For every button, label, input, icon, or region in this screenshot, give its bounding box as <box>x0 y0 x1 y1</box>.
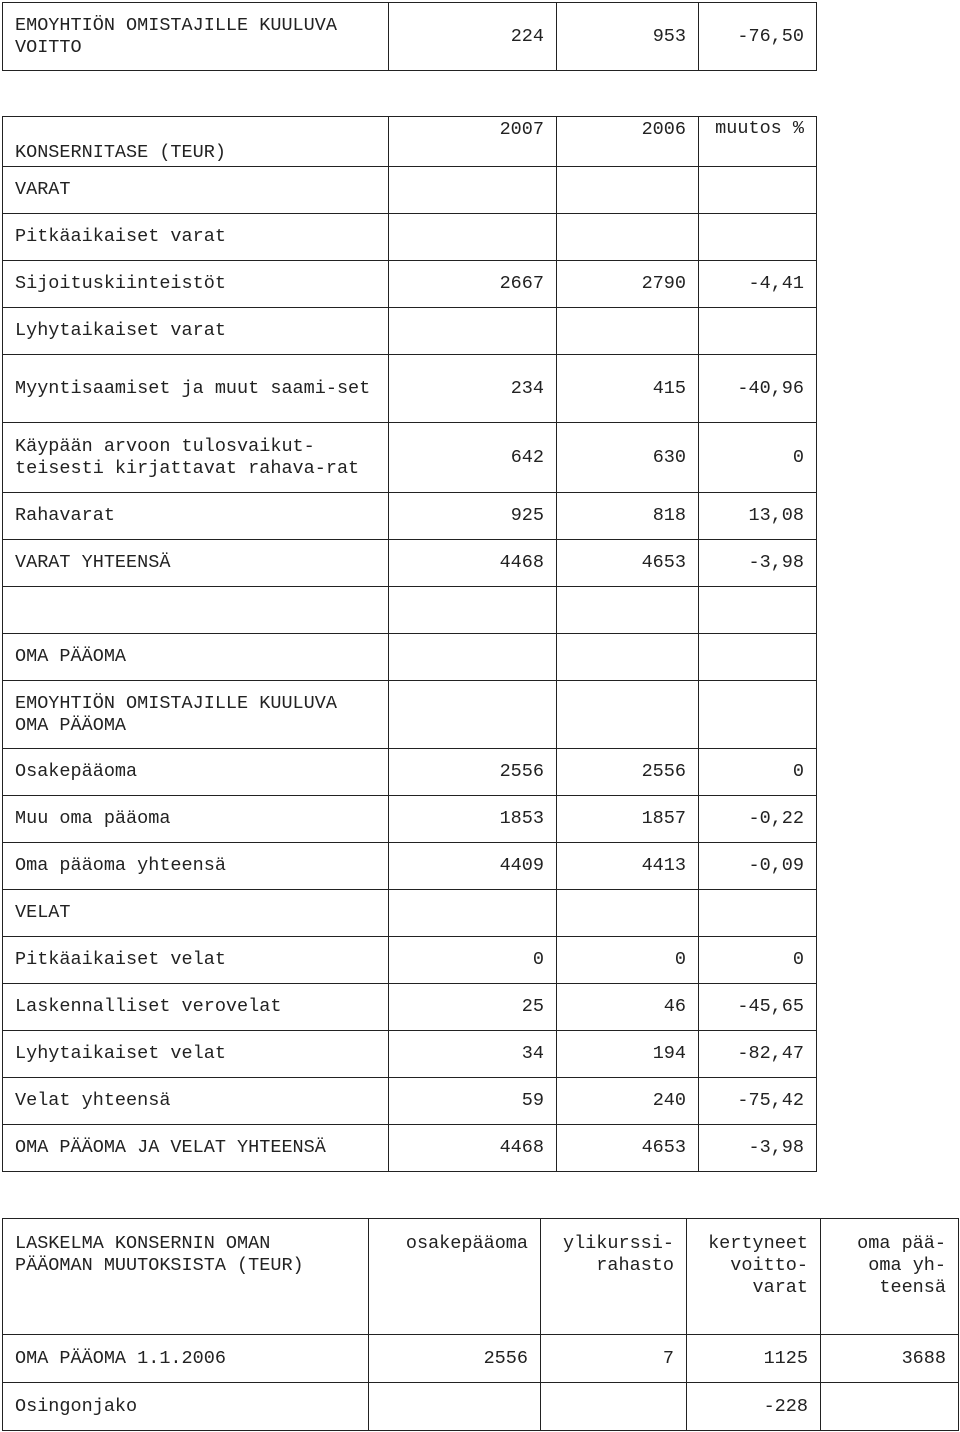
row-label: Pitkäaikaiset varat <box>3 214 389 261</box>
balance-sheet-row <box>3 493 817 540</box>
row-share-capital: 2556 <box>369 1335 541 1383</box>
row-value-2006 <box>557 681 699 749</box>
row-change: -40,96 <box>699 355 817 423</box>
balance-sheet-row <box>3 937 817 984</box>
row-change: -4,41 <box>699 261 817 308</box>
row-change: -45,65 <box>699 984 817 1031</box>
equity-changes-table <box>2 1218 959 1431</box>
row-retained-earnings: -228 <box>687 1383 821 1431</box>
row-value-2007 <box>389 634 557 681</box>
row-value-2007: 4468 <box>389 1125 557 1172</box>
row-value-2006: 194 <box>557 1031 699 1078</box>
profit-2007: 224 <box>389 3 557 71</box>
row-label: Osakepääoma <box>3 749 389 796</box>
balance-sheet-row <box>3 843 817 890</box>
row-value-2006: 1857 <box>557 796 699 843</box>
row-value-2007 <box>389 308 557 355</box>
row-change <box>699 634 817 681</box>
row-value-2007: 1853 <box>389 796 557 843</box>
row-change: -82,47 <box>699 1031 817 1078</box>
row-value-2007: 0 <box>389 937 557 984</box>
row-value-2007: 642 <box>389 423 557 493</box>
column-header-change: muutos % <box>699 117 817 167</box>
row-value-2006: 4413 <box>557 843 699 890</box>
row-label: Velat yhteensä <box>3 1078 389 1125</box>
equity-changes-header-row <box>3 1219 959 1335</box>
balance-sheet-row <box>3 355 817 423</box>
row-change: 13,08 <box>699 493 817 540</box>
row-value-2006 <box>557 890 699 937</box>
row-value-2006: 2556 <box>557 749 699 796</box>
balance-sheet-row <box>3 749 817 796</box>
column-header-retained-earnings: kertyneet voitto-varat <box>687 1219 821 1335</box>
row-label: Pitkäaikaiset velat <box>3 937 389 984</box>
row-value-2007 <box>389 681 557 749</box>
row-change <box>699 890 817 937</box>
row-value-2007: 925 <box>389 493 557 540</box>
row-value-2007: 2556 <box>389 749 557 796</box>
row-label: Lyhytaikaiset velat <box>3 1031 389 1078</box>
row-label: Muu oma pääoma <box>3 796 389 843</box>
row-change: 0 <box>699 749 817 796</box>
column-header-2006: 2006 <box>557 117 699 167</box>
row-label: Myyntisaamiset ja muut saami-set <box>3 355 389 423</box>
balance-sheet-row <box>3 634 817 681</box>
row-value-2006 <box>557 587 699 634</box>
row-label: OMA PÄÄOMA JA VELAT YHTEENSÄ <box>3 1125 389 1172</box>
row-share-premium: 7 <box>541 1335 687 1383</box>
row-label: Sijoituskiinteistöt <box>3 261 389 308</box>
row-label: VELAT <box>3 890 389 937</box>
row-value-2007 <box>389 167 557 214</box>
column-header-2007: 2007 <box>389 117 557 167</box>
balance-sheet-row <box>3 540 817 587</box>
equity-changes-row <box>3 1383 959 1431</box>
row-value-2007: 2667 <box>389 261 557 308</box>
balance-sheet-row <box>3 308 817 355</box>
row-value-2006: 4653 <box>557 1125 699 1172</box>
row-label: OMA PÄÄOMA <box>3 634 389 681</box>
row-value-2007: 4409 <box>389 843 557 890</box>
row-value-2007 <box>389 214 557 261</box>
row-retained-earnings: 1125 <box>687 1335 821 1383</box>
profit-label: EMOYHTIÖN OMISTAJILLE KUULUVA VOITTO <box>3 3 389 71</box>
equity-changes-body <box>3 1335 959 1431</box>
balance-sheet-row <box>3 681 817 749</box>
balance-sheet-header-row <box>3 117 817 167</box>
row-label <box>3 587 389 634</box>
row-change: 0 <box>699 423 817 493</box>
row-value-2006: 4653 <box>557 540 699 587</box>
row-change <box>699 681 817 749</box>
row-value-2007: 234 <box>389 355 557 423</box>
balance-sheet-row <box>3 890 817 937</box>
balance-sheet-row <box>3 423 817 493</box>
row-change <box>699 308 817 355</box>
row-label: Osingonjako <box>3 1383 369 1431</box>
row-change: -3,98 <box>699 1125 817 1172</box>
row-label: Laskennalliset verovelat <box>3 984 389 1031</box>
balance-sheet-row <box>3 1078 817 1125</box>
balance-sheet-title: KONSERNITASE (TEUR) <box>3 117 389 167</box>
balance-sheet-row <box>3 261 817 308</box>
row-change <box>699 167 817 214</box>
row-value-2006: 0 <box>557 937 699 984</box>
row-label: EMOYHTIÖN OMISTAJILLE KUULUVA OMA PÄÄOMA <box>3 681 389 749</box>
row-value-2007: 34 <box>389 1031 557 1078</box>
row-change <box>699 214 817 261</box>
row-value-2006: 415 <box>557 355 699 423</box>
row-label: Oma pääoma yhteensä <box>3 843 389 890</box>
row-value-2006: 630 <box>557 423 699 493</box>
balance-sheet-row <box>3 587 817 634</box>
row-share-capital <box>369 1383 541 1431</box>
row-label: Lyhytaikaiset varat <box>3 308 389 355</box>
balance-sheet-body <box>3 167 817 1172</box>
row-value-2006 <box>557 634 699 681</box>
row-change: 0 <box>699 937 817 984</box>
row-change: -0,22 <box>699 796 817 843</box>
balance-sheet-row <box>3 1125 817 1172</box>
row-change: -75,42 <box>699 1078 817 1125</box>
row-value-2006 <box>557 214 699 261</box>
row-value-2006: 2790 <box>557 261 699 308</box>
row-value-2007: 25 <box>389 984 557 1031</box>
row-total-equity: 3688 <box>821 1335 959 1383</box>
row-label: VARAT YHTEENSÄ <box>3 540 389 587</box>
row-value-2007: 4468 <box>389 540 557 587</box>
profit-change: -76,50 <box>699 3 817 71</box>
profit-table <box>2 2 817 71</box>
row-label: OMA PÄÄOMA 1.1.2006 <box>3 1335 369 1383</box>
row-value-2007: 59 <box>389 1078 557 1125</box>
row-change: -3,98 <box>699 540 817 587</box>
column-header-share-premium: ylikurssi-rahasto <box>541 1219 687 1335</box>
row-value-2007 <box>389 587 557 634</box>
balance-sheet-row <box>3 167 817 214</box>
row-value-2006 <box>557 308 699 355</box>
row-label: VARAT <box>3 167 389 214</box>
row-change <box>699 587 817 634</box>
column-header-total-equity: oma pää-oma yh-teensä <box>821 1219 959 1335</box>
row-label: Käypään arvoon tulosvaikut-teisesti kirjattavat rahava-rat <box>3 423 389 493</box>
balance-sheet-row <box>3 1031 817 1078</box>
row-label: Rahavarat <box>3 493 389 540</box>
row-value-2006: 240 <box>557 1078 699 1125</box>
profit-row <box>3 3 817 71</box>
row-value-2007 <box>389 890 557 937</box>
row-total-equity <box>821 1383 959 1431</box>
row-value-2006 <box>557 167 699 214</box>
equity-changes-row <box>3 1335 959 1383</box>
balance-sheet-table <box>2 116 817 1172</box>
column-header-share-capital: osakepääoma <box>369 1219 541 1335</box>
profit-2006: 953 <box>557 3 699 71</box>
balance-sheet-row <box>3 984 817 1031</box>
row-share-premium <box>541 1383 687 1431</box>
row-value-2006: 818 <box>557 493 699 540</box>
row-value-2006: 46 <box>557 984 699 1031</box>
row-change: -0,09 <box>699 843 817 890</box>
balance-sheet-row <box>3 214 817 261</box>
equity-changes-title: LASKELMA KONSERNIN OMAN PÄÄOMAN MUUTOKSISTA (TEUR) <box>3 1219 369 1335</box>
balance-sheet-row <box>3 796 817 843</box>
